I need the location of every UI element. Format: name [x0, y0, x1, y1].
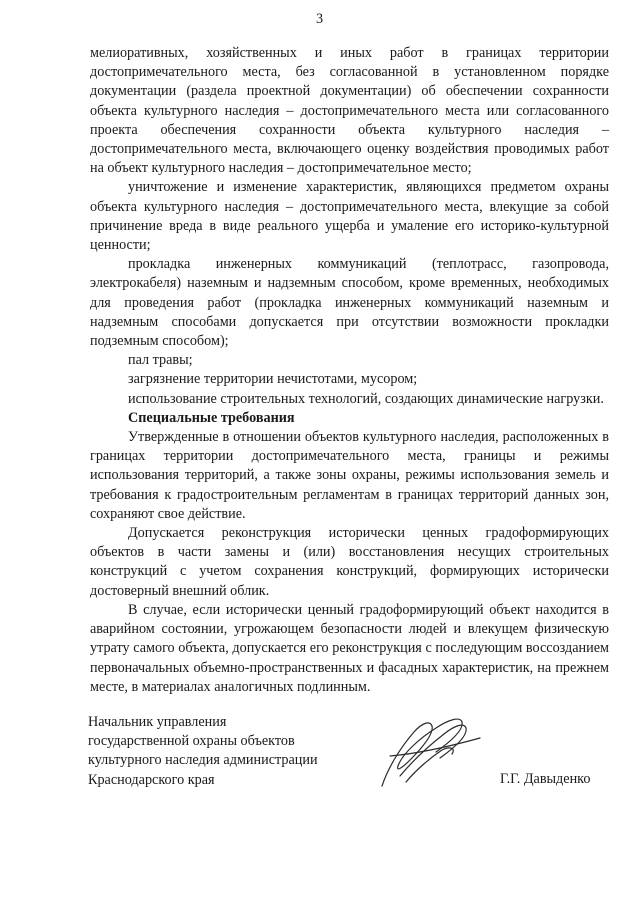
signatory-title-line: государственной охраны объектов	[88, 733, 295, 750]
document-body	[90, 44, 609, 697]
paragraph-emergency-state: В случае, если исторически ценный градоформирующий объект находится в аварийном состоянии, угрожающем безопасности людей и влекущем физическую утрату самого объекта, допускается его реконструкция с последующим воссозданием первоначальных объемно-пространственных и фасадных характеристик, на прежнем месте, в материалах аналогичных подлинным.	[90, 601, 609, 695]
handwritten-signature	[370, 708, 490, 792]
paragraph-prohibition-utilities: прокладка инженерных коммуникаций (теплотрасс, газопровода, электрокабеля) наземным и надземным способом, кроме временных, необходимых для проведения работ (прокладка инженерных коммуникаций наземным и надземным способами допускается при отсутствии возможности прокладки подземным способом);	[90, 256, 609, 350]
paragraph-prohibition-grass-burning: пал травы;	[128, 352, 193, 369]
paragraph-existing-zones: Утвержденные в отношении объектов культурного наследия, расположенных в границах территории достопримечательного места, границы и режимы использования территорий, а также зоны охраны, режимы использования земель и требования к градостроительным регламентам в границах территорий данных зон, сохраняют свое действие.	[90, 429, 609, 522]
signatory-title	[88, 713, 348, 790]
paragraph-continuation: мелиоративных, хозяйственных и иных работ в границах территории достопримечательного места, без согласованной в установленном порядке документации (раздела проектной документации) об обеспечении сохранности объекта культурного наследия – достопримечательного места или согласованного проекта обеспечения сохранности объекта культурного наследия – достопримечательного места, включающего оценку воздействия проводимых работ на объект культурного наследия – достопримечательное место;	[90, 45, 609, 177]
signatory-title-line: культурного наследия администрации	[88, 752, 318, 769]
paragraph-prohibition-pollution: загрязнение территории нечистотами, мусором;	[128, 371, 418, 388]
paragraph-prohibition-dynamic-loads: использование строительных технологий, создающих динамические нагрузки.	[128, 390, 604, 407]
section-heading-special-requirements: Специальные требования	[128, 409, 295, 426]
signer-name: Г.Г. Давыденко	[500, 771, 591, 787]
paragraph-reconstruction-allowed: Допускается реконструкция исторически ценных градоформирующих объектов в части замены и (или) восстановления несущих строительных конструкций с учетом сохранения конструкций, формирующих исторически достоверный внешний облик.	[90, 525, 609, 599]
signatory-title-line: Начальник управления	[88, 714, 227, 730]
page-number: 3	[315, 11, 324, 27]
paragraph-prohibition-destruction: уничтожение и изменение характеристик, являющихся предметом охраны объекта культурного наследия – достопримечательного места, влекущие за собой причинение вреда в виде реального ущерба и умаление его историко-культурной ценности;	[90, 179, 609, 254]
signatory-title-line: Краснодарского края	[88, 771, 215, 788]
